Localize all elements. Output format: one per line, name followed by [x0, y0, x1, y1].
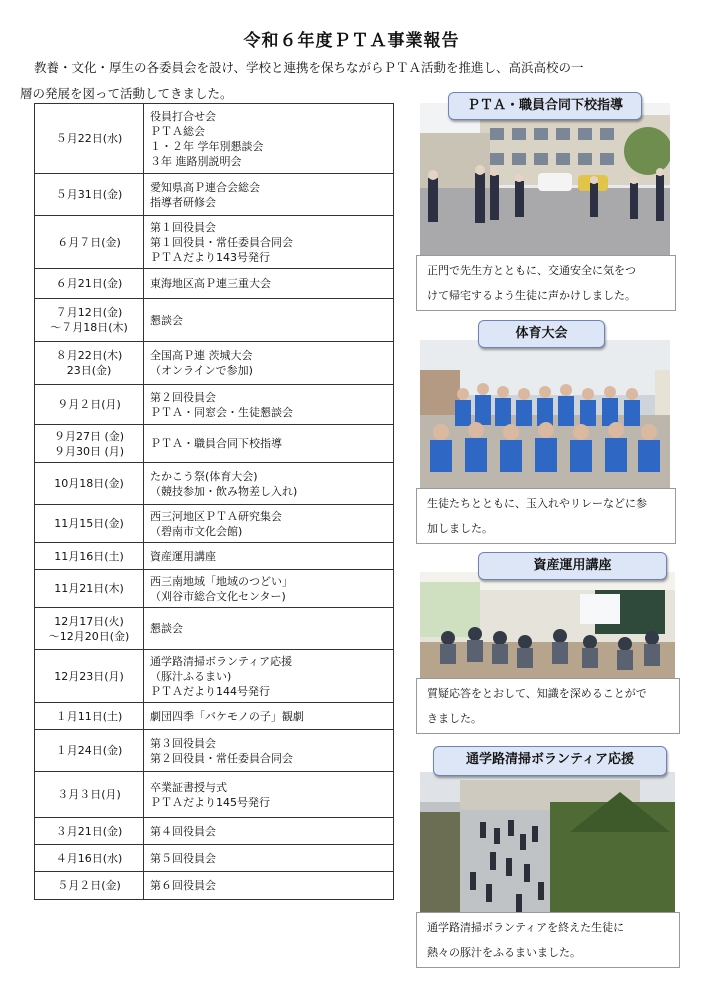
schedule-row [35, 505, 394, 543]
schedule-event-line: ＰＴＡ総会 [150, 124, 205, 138]
schedule-date [35, 730, 144, 772]
schedule-date-line: ９月27日 (金) [53, 429, 125, 443]
caption-line: 正門で先生方とともに、交通安全に気をつ [427, 264, 636, 277]
banner-sports-festival: 体育大会 [478, 320, 605, 348]
schedule-event-line: ＰＴＡだより143号発行 [150, 250, 270, 264]
schedule-event-line: （競技参加・飲み物差し入れ) [150, 484, 298, 498]
schedule-date-line: ９月30日 (月) [53, 444, 125, 458]
schedule-event-line: （豚汁ふるまい) [150, 669, 232, 683]
schedule-row [35, 730, 394, 772]
schedule-event-line: （碧南市文化会館) [150, 524, 243, 538]
schedule-date [35, 772, 144, 818]
schedule-events [144, 342, 394, 385]
schedule-date [35, 385, 144, 425]
schedule-row [35, 216, 394, 269]
schedule-date [35, 463, 144, 505]
schedule-date [35, 845, 144, 872]
banner-cleanup-volunteer: 通学路清掃ボランティア応援 [433, 746, 667, 776]
schedule-date [35, 269, 144, 299]
schedule-date [35, 570, 144, 608]
schedule-date [35, 299, 144, 342]
schedule-date-line: 11月21日(木) [54, 582, 124, 595]
schedule-date-line: ３月３日(月) [57, 788, 121, 801]
intro-text-line-2: 層の発展を図って活動してきました。 [20, 86, 233, 101]
schedule-date-line: 11月15日(金) [54, 517, 124, 530]
schedule-event-line: （刈谷市総合文化センター) [150, 589, 286, 603]
caption-dismissal-guidance [416, 255, 676, 311]
schedule-row [35, 772, 394, 818]
schedule-date [35, 872, 144, 900]
schedule-row [35, 570, 394, 608]
schedule-event-line: 指導者研修会 [150, 195, 216, 209]
schedule-date [35, 425, 144, 463]
schedule-date-line: １月11日(土) [55, 709, 123, 723]
schedule-row [35, 104, 394, 174]
schedule-event-line: ＰＴＡ・同窓会・生徒懇談会 [150, 405, 293, 419]
schedule-event-line: （オンラインで参加) [150, 364, 253, 377]
schedule-events [144, 269, 394, 299]
schedule-row [35, 650, 394, 703]
schedule-date [35, 703, 144, 730]
schedule-events [144, 463, 394, 505]
schedule-event-line: 第２回役員・常任委員合同会 [150, 751, 293, 765]
schedule-event-line: 全国高Ｐ連 茨城大会 [150, 349, 253, 362]
banner-asset-seminar: 資産運用講座 [478, 552, 667, 580]
schedule-date-line: ４月16日(水) [55, 851, 123, 865]
schedule-row [35, 463, 394, 505]
schedule-date [35, 505, 144, 543]
photo-cleanup-volunteer [420, 772, 675, 914]
schedule-date-line: ６月21日(金) [55, 277, 123, 290]
schedule-row [35, 385, 394, 425]
schedule-date [35, 608, 144, 650]
caption-line: けて帰宅するよう生徒に声かけしました。 [427, 289, 636, 302]
caption-line: きました。 [427, 712, 482, 725]
page-title: 令和６年度ＰＴＡ事業報告 [243, 31, 460, 51]
schedule-date [35, 650, 144, 703]
schedule-event-line: 第３回役員会 [150, 736, 216, 750]
schedule-date-line: 12月23日(月) [54, 669, 124, 683]
schedule-event-line: 卒業証書授与式 [150, 780, 227, 794]
schedule-event-line: 愛知県高Ｐ連合会総会 [150, 180, 260, 194]
schedule-date-line: ～12月20日(金) [48, 629, 130, 643]
schedule-events [144, 608, 394, 650]
schedule-date [35, 818, 144, 845]
schedule-row [35, 342, 394, 385]
schedule-date-line: ８月22日(木) [55, 349, 123, 362]
schedule-event-line: 懇談会 [150, 622, 183, 635]
schedule-date [35, 543, 144, 570]
schedule-date-line: ９月２日(月) [57, 398, 121, 411]
schedule-row [35, 818, 394, 845]
schedule-date-line: ～７月18日(木) [50, 321, 128, 334]
schedule-event-line: ＰＴＡ・職員合同下校指導 [150, 437, 282, 450]
schedule-event-line: 第４回役員会 [150, 824, 216, 838]
schedule-table [34, 103, 394, 900]
photo-asset-seminar [420, 572, 675, 678]
schedule-event-line: ＰＴＡだより144号発行 [150, 684, 270, 698]
schedule-events [144, 818, 394, 845]
intro-text-line-1: 教養・文化・厚生の各委員会を設け、学校と連携を保ちながらＰＴＡ活動を推進し、高浜高校の一 [34, 60, 584, 75]
schedule-event-line: 第１回役員・常任委員合同会 [150, 235, 293, 249]
schedule-date [35, 104, 144, 174]
schedule-event-line: 第５回役員会 [150, 851, 216, 865]
caption-asset-seminar [416, 678, 680, 734]
schedule-events [144, 845, 394, 872]
photo-sports-festival [420, 340, 670, 488]
schedule-events [144, 385, 394, 425]
schedule-events [144, 104, 394, 174]
caption-line: 生徒たちとともに、玉入れやリレーなどに参 [427, 497, 647, 510]
schedule-row [35, 845, 394, 872]
schedule-events [144, 505, 394, 543]
schedule-date-line: 11月16日(土) [54, 549, 124, 563]
photo-dismissal-guidance [420, 103, 670, 255]
schedule-event-line: 西三河地区ＰＴＡ研究集会 [150, 509, 282, 523]
schedule-date-line: 23日(金) [66, 364, 112, 377]
schedule-date-line: ６月７日(金) [57, 235, 121, 249]
schedule-date-line: 12月17日(火) [54, 614, 124, 628]
schedule-events [144, 216, 394, 269]
schedule-event-line: １・２年 学年別懇談会 [150, 139, 264, 153]
schedule-date-line: １月24日(金) [55, 744, 123, 757]
schedule-date [35, 216, 144, 269]
schedule-event-line: 東海地区高Ｐ連三重大会 [150, 277, 271, 290]
schedule-event-line: ＰＴＡだより145号発行 [150, 795, 270, 809]
schedule-events [144, 730, 394, 772]
schedule-row [35, 425, 394, 463]
schedule-event-line: 第１回役員会 [150, 220, 216, 234]
schedule-row [35, 608, 394, 650]
caption-line: 熱々の豚汁をふるまいました。 [427, 946, 581, 959]
schedule-events [144, 650, 394, 703]
schedule-date-line: ５月31日(金) [55, 188, 123, 201]
schedule-date-line: 10月18日(金) [54, 477, 124, 490]
schedule-event-line: 役員打合せ会 [150, 109, 216, 123]
schedule-event-line: 劇団四季「バケモノの子」観劇 [150, 709, 304, 723]
schedule-events [144, 703, 394, 730]
schedule-event-line: ３年 進路別説明会 [150, 154, 242, 168]
caption-line: 通学路清掃ボランティアを終えた生徒に [427, 921, 625, 934]
schedule-date-line: ３月21日(金) [55, 824, 123, 838]
schedule-event-line: 資産運用講座 [150, 549, 216, 563]
caption-sports-festival [416, 488, 676, 544]
schedule-date [35, 342, 144, 385]
schedule-events [144, 543, 394, 570]
schedule-event-line: 西三南地域「地域のつどい」 [150, 574, 293, 588]
schedule-date-line: ５月22日(水) [55, 132, 123, 145]
schedule-row [35, 299, 394, 342]
schedule-event-line: 通学路清掃ボランティア応援 [150, 654, 293, 668]
schedule-events [144, 299, 394, 342]
schedule-date-line: ５月２日(金) [57, 879, 121, 892]
schedule-event-line: 第２回役員会 [150, 390, 216, 404]
schedule-row [35, 872, 394, 900]
schedule-events [144, 174, 394, 216]
schedule-events [144, 772, 394, 818]
schedule-event-line: たかこう祭(体育大会) [150, 469, 258, 483]
schedule-date-line: ７月12日(金) [55, 306, 123, 319]
caption-line: 質疑応答をとおして、知識を深めることがで [427, 687, 647, 700]
schedule-row [35, 543, 394, 570]
caption-line: 加しました。 [427, 522, 493, 535]
schedule-event-line: 第６回役員会 [150, 879, 216, 892]
banner-dismissal-guidance: ＰＴＡ・職員合同下校指導 [448, 92, 642, 120]
schedule-row [35, 269, 394, 299]
schedule-date [35, 174, 144, 216]
schedule-events [144, 425, 394, 463]
caption-cleanup-volunteer [416, 912, 680, 968]
schedule-event-line: 懇談会 [150, 313, 183, 327]
schedule-events [144, 872, 394, 900]
schedule-row [35, 174, 394, 216]
schedule-events [144, 570, 394, 608]
schedule-row [35, 703, 394, 730]
